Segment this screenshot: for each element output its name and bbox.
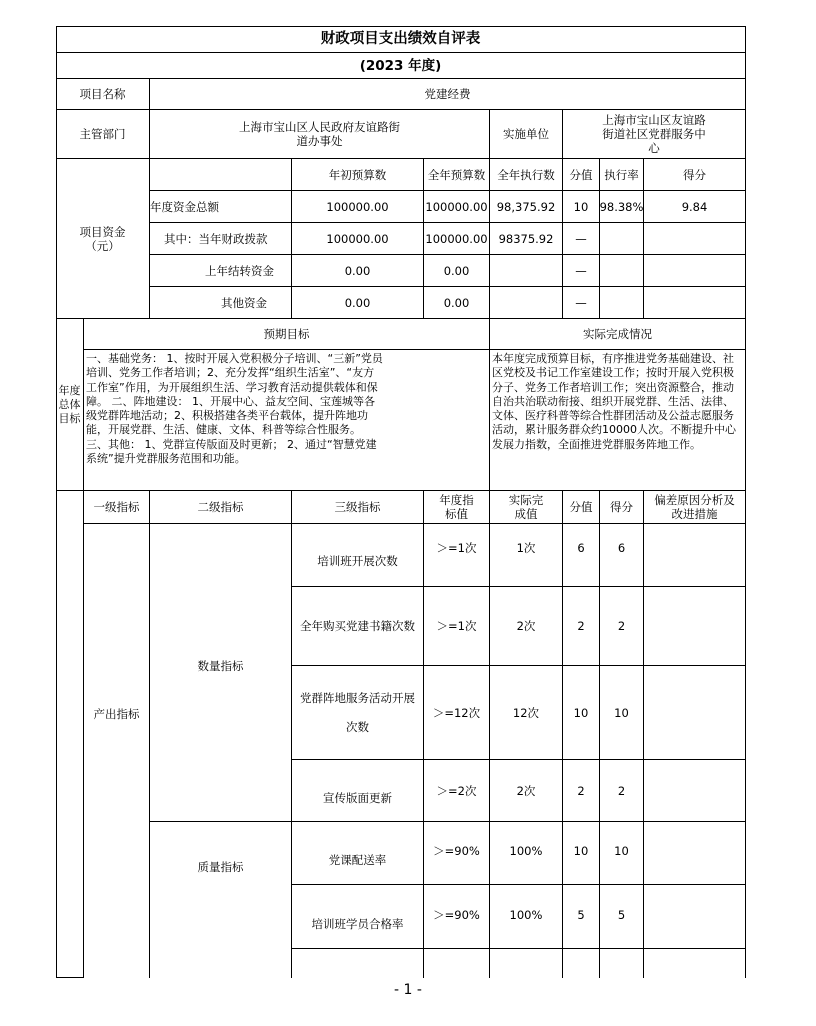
indicator-target: ＞=90% [424, 885, 490, 949]
indicator-actual: 12次 [490, 666, 563, 760]
funds-row-score-value: 10 [563, 191, 600, 223]
indicator-score-value [563, 949, 600, 978]
table-year: (2023 年度) [56, 53, 746, 79]
indicator-target: ＞=1次 [424, 524, 490, 587]
funds-header-initial: 年初预算数 [292, 159, 424, 191]
project-name-label: 项目名称 [56, 79, 150, 110]
funds-row-initial: 100000.00 [292, 191, 424, 223]
indicator-target: ＞=1次 [424, 587, 490, 666]
indicators-side-label [56, 491, 84, 978]
indicator-name: 培训班学员合格率 [292, 885, 424, 949]
funds-row-initial: 100000.00 [292, 223, 424, 255]
funds-header-score: 得分 [644, 159, 746, 191]
indicator-score: 10 [600, 822, 644, 885]
indicator-analysis [644, 524, 746, 587]
indicator-analysis [644, 885, 746, 949]
funds-row-executed [490, 255, 563, 287]
indicator-analysis [644, 666, 746, 760]
indicator-name: 培训班开展次数 [292, 524, 424, 587]
level1-output: 产出指标 [84, 524, 150, 978]
indicator-score [600, 949, 644, 978]
funds-row-rate [600, 223, 644, 255]
level2-quantity: 数量指标 [150, 524, 292, 822]
table-title: 财政项目支出绩效自评表 [56, 26, 746, 53]
indicator-target [424, 949, 490, 978]
dept-value: 上海市宝山区人民政府友谊路街道办事处 [150, 110, 490, 159]
goals-label: 年度总体目标 [56, 319, 84, 491]
indicator-actual: 100% [490, 822, 563, 885]
funds-label: 项目资金（元） [56, 159, 150, 319]
funds-row-executed: 98375.92 [490, 223, 563, 255]
funds-row-executed [490, 287, 563, 319]
dept-label: 主管部门 [56, 110, 150, 159]
funds-row-annual: 0.00 [424, 255, 490, 287]
indicator-score: 6 [600, 524, 644, 587]
funds-row-rate [600, 287, 644, 319]
indicator-score-value: 10 [563, 822, 600, 885]
actual-completion-text: 本年度完成预算目标，有序推进党务基础建设、社区党校及书记工作室建设工作；按时开展入党积极分子、党务工作者培训工作；突出资源整合，推动自治共治联动衔接、组织开展党群、生活、法律、文体、医疗科普等综合性群团活动及公益志愿服务活动，累计服务群众约10000人次。不断提升中心发展力指数，全面推进党群服务阵地工作。 [490, 350, 746, 491]
indicator-name: 党群阵地服务活动开展次数 [292, 666, 424, 760]
indicator-target: ＞=12次 [424, 666, 490, 760]
indicator-name: 党课配送率 [292, 822, 424, 885]
funds-row-executed: 98,375.92 [490, 191, 563, 223]
header-level2: 二级指标 [150, 491, 292, 524]
funds-row-annual: 100000.00 [424, 191, 490, 223]
indicator-analysis [644, 822, 746, 885]
header-level1: 一级指标 [84, 491, 150, 524]
page-number: - 1 - [394, 982, 422, 998]
funds-header-rate: 执行率 [600, 159, 644, 191]
funds-row-name: 其他资金 [150, 287, 292, 319]
indicator-score: 2 [600, 587, 644, 666]
indicator-score-value: 2 [563, 587, 600, 666]
indicator-score-value: 5 [563, 885, 600, 949]
indicator-analysis [644, 949, 746, 978]
evaluation-table [56, 26, 746, 978]
expected-goal-text: 一、基础党务： 1、按时开展入党积极分子培训、“三新”党员培训、党务工作者培训；2、充分发挥“组织生活室”、“友方工作室”作用，为开展组织生活、学习教育活动提供载体和保障。 二、阵地建设： 1、开展中心、益友空间、宝莲城等各级党群阵地活动；2、积极搭建各类平台载体，提升阵地功能，开展党群、生活、健康、文体、科普等综合性服务。 三、其他： 1、党群宣传版面及时更新； 2、通过“智慧党建系统”提升党群服务范围和功能。 [84, 350, 490, 491]
funds-row-score-value: — [563, 223, 600, 255]
funds-row-annual: 100000.00 [424, 223, 490, 255]
header-actual: 实际完成值 [490, 491, 563, 524]
funds-row-score: 9.84 [644, 191, 746, 223]
header-target: 年度指标值 [424, 491, 490, 524]
header-score: 得分 [600, 491, 644, 524]
indicator-actual: 1次 [490, 524, 563, 587]
expected-goal-header: 预期目标 [84, 319, 490, 350]
funds-row-score [644, 223, 746, 255]
funds-header-executed: 全年执行数 [490, 159, 563, 191]
funds-row-rate: 98.38% [600, 191, 644, 223]
impl-value: 上海市宝山区友谊路街道社区党群服务中心 [563, 110, 746, 159]
actual-completion-header: 实际完成情况 [490, 319, 746, 350]
funds-row-score-value: — [563, 255, 600, 287]
impl-label: 实施单位 [490, 110, 563, 159]
funds-row-name: 年度资金总额 [150, 191, 292, 223]
indicator-name [292, 949, 424, 978]
header-analysis: 偏差原因分析及改进措施 [644, 491, 746, 524]
funds-header-blank [150, 159, 292, 191]
funds-row-initial: 0.00 [292, 287, 424, 319]
funds-row-initial: 0.00 [292, 255, 424, 287]
indicator-score-value: 2 [563, 760, 600, 822]
indicator-actual: 2次 [490, 587, 563, 666]
indicator-actual: 2次 [490, 760, 563, 822]
indicator-score: 5 [600, 885, 644, 949]
indicator-analysis [644, 587, 746, 666]
funds-row-rate [600, 255, 644, 287]
indicator-name: 全年购买党建书籍次数 [292, 587, 424, 666]
funds-header-score-value: 分值 [563, 159, 600, 191]
indicator-target: ＞=2次 [424, 760, 490, 822]
indicator-score: 2 [600, 760, 644, 822]
indicator-name: 宣传版面更新 [292, 760, 424, 822]
funds-row-score [644, 255, 746, 287]
indicator-target: ＞=90% [424, 822, 490, 885]
indicator-score-value: 6 [563, 524, 600, 587]
indicator-actual [490, 949, 563, 978]
funds-row-score-value: — [563, 287, 600, 319]
level2-quality: 质量指标 [150, 822, 292, 978]
project-name-value: 党建经费 [150, 79, 746, 110]
indicator-actual: 100% [490, 885, 563, 949]
header-level3: 三级指标 [292, 491, 424, 524]
indicator-analysis [644, 760, 746, 822]
funds-header-annual: 全年预算数 [424, 159, 490, 191]
funds-row-name: 其中：当年财政拨款 [150, 223, 292, 255]
funds-row-annual: 0.00 [424, 287, 490, 319]
indicator-score: 10 [600, 666, 644, 760]
funds-row-score [644, 287, 746, 319]
header-score-value: 分值 [563, 491, 600, 524]
funds-row-name: 上年结转资金 [150, 255, 292, 287]
indicator-score-value: 10 [563, 666, 600, 760]
